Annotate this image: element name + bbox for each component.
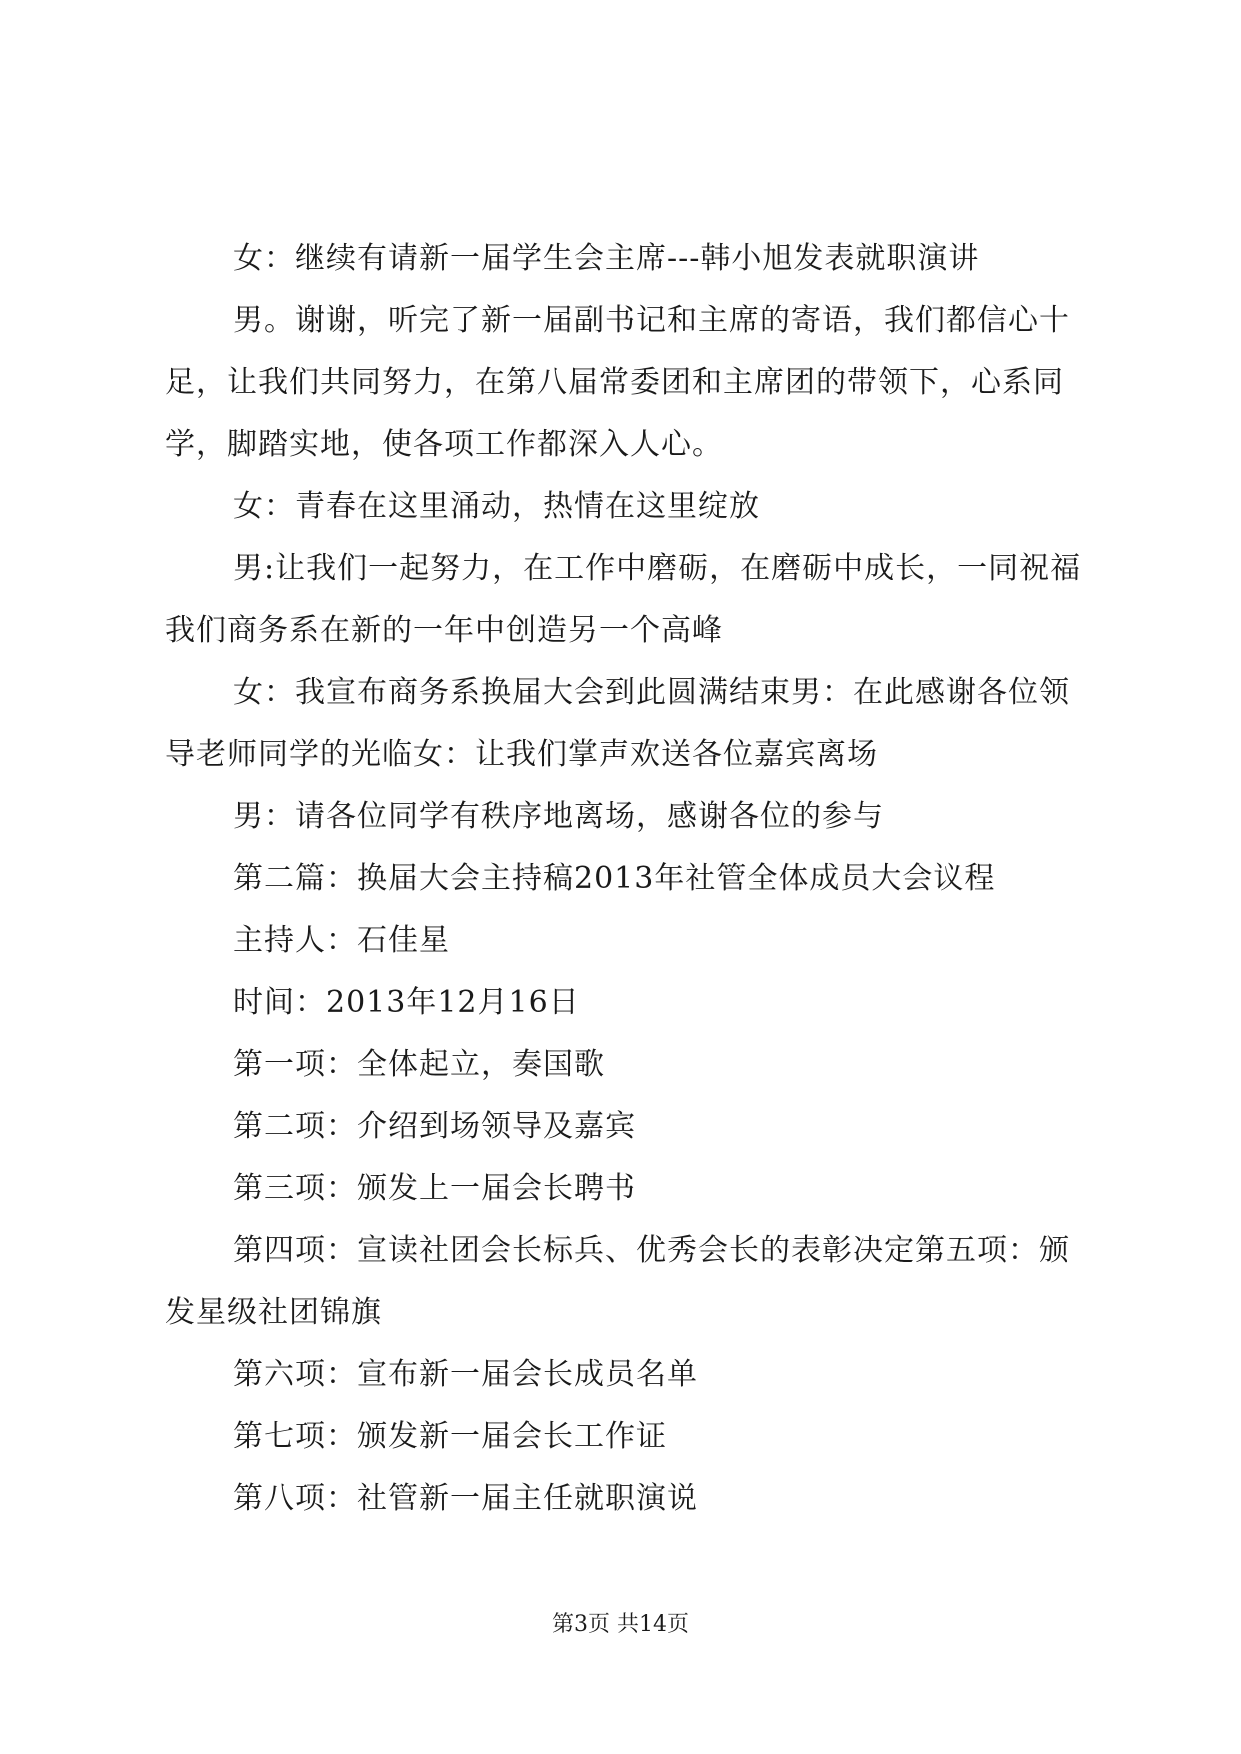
paragraph: 第二项：介绍到场领导及嘉宾 bbox=[233, 1109, 636, 1144]
paragraph: 第三项：颁发上一届会长聘书 bbox=[233, 1171, 636, 1206]
paragraph: 时间：2013年12月16日 bbox=[233, 985, 580, 1020]
paragraph: 第七项：颁发新一届会长工作证 bbox=[233, 1419, 667, 1454]
paragraph: 第八项：社管新一届主任就职演说 bbox=[233, 1481, 698, 1516]
paragraph: 第二篇：换届大会主持稿2013年社管全体成员大会议程 bbox=[233, 861, 996, 896]
paragraph: 男。谢谢，听完了新一届副书记和主席的寄语，我们都信心十足，让我们共同努力，在第八届常委团和主席团的带领下，心系同学，脚踏实地，使各项工作都深入人心。 bbox=[165, 303, 1070, 462]
paragraph: 男:让我们一起努力，在工作中磨砺，在磨砺中成长，一同祝福我们商务系在新的一年中创造另一个高峰 bbox=[165, 551, 1082, 648]
page-footer bbox=[0, 1610, 1241, 1640]
paragraph: 女：我宣布商务系换届大会到此圆满结束男：在此感谢各位领导老师同学的光临女：让我们掌声欢送各位嘉宾离场 bbox=[165, 675, 1070, 772]
paragraph: 第一项：全体起立，奏国歌 bbox=[233, 1047, 605, 1082]
paragraph: 第四项：宣读社团会长标兵、优秀会长的表彰决定第五项：颁发星级社团锦旗 bbox=[165, 1233, 1070, 1330]
paragraph: 男：请各位同学有秩序地离场，感谢各位的参与 bbox=[233, 799, 884, 834]
page-number-label: 第3页 共14页 bbox=[552, 1612, 689, 1637]
document-body bbox=[165, 228, 1085, 1530]
paragraph: 第六项：宣布新一届会长成员名单 bbox=[233, 1357, 698, 1392]
paragraph: 主持人：石佳星 bbox=[233, 923, 450, 958]
paragraph: 女：青春在这里涌动，热情在这里绽放 bbox=[233, 489, 760, 524]
paragraph: 女：继续有请新一届学生会主席---韩小旭发表就职演讲 bbox=[233, 241, 980, 276]
